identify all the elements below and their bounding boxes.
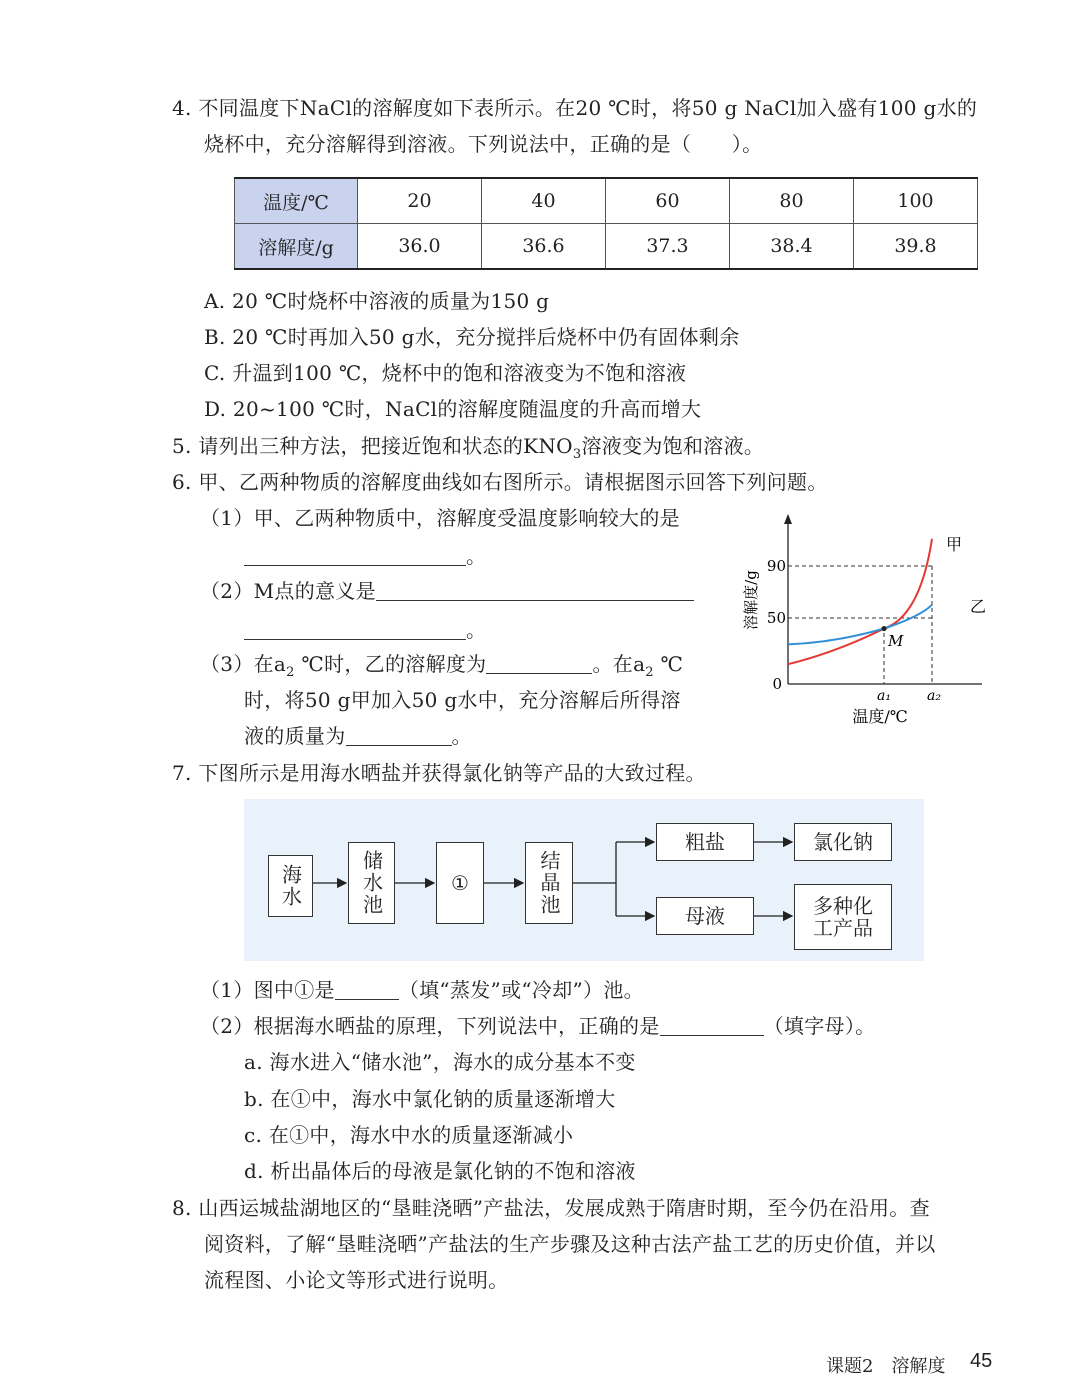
table-cell: 80 <box>730 178 854 224</box>
answer-blank[interactable] <box>660 1017 764 1036</box>
flow-box-seawater: 海水 <box>268 855 313 917</box>
q6-part1-answer: 。 <box>244 544 486 568</box>
q6-stem: 6. 甲、乙两种物质的溶解度曲线如右图所示。请根据图示回答下列问题。 <box>172 470 828 494</box>
q4-stem-line1: 4. 不同温度下NaCl的溶解度如下表所示。在20 ℃时，将50 g NaCl加入盛有100 g水的 <box>172 96 978 120</box>
q6-part3-line3: 液的质量为 。 <box>244 724 472 748</box>
point-m-label: M <box>888 632 904 650</box>
table-cell: 40 <box>482 178 606 224</box>
flow-box-step1: ① <box>436 842 484 924</box>
table-header-temperature: 温度/℃ <box>235 178 358 224</box>
x-axis-label: 温度/℃ <box>852 707 908 726</box>
q7-option-c: c. 在①中，海水中水的质量逐渐减小 <box>244 1123 574 1147</box>
footer-section-title: 课题2 溶解度 <box>826 1356 946 1377</box>
q7-option-a: a. 海水进入“储水池”，海水的成分基本不变 <box>244 1050 636 1074</box>
table-cell: 60 <box>606 178 730 224</box>
answer-blank[interactable] <box>486 655 592 674</box>
q4-option-b: B. 20 ℃时再加入50 g水，充分搅拌后烧杯中仍有固体剩余 <box>204 325 740 349</box>
q6-part2: （2）M点的意义是 <box>200 579 694 603</box>
y-tick-50: 50 <box>766 609 786 627</box>
series-yi-label: 乙 <box>970 597 987 616</box>
table-cell: 20 <box>358 178 482 224</box>
flow-box-crystal: 结晶池 <box>525 842 573 924</box>
q7-stem: 7. 下图所示是用海水晒盐并获得氯化钠等产品的大致过程。 <box>172 761 706 785</box>
flow-box-nacl: 氯化钠 <box>794 823 892 861</box>
table-cell: 36.6 <box>482 224 606 270</box>
q4-option-c: C. 升温到100 ℃，烧杯中的饱和溶液变为不饱和溶液 <box>204 361 687 385</box>
series-jia-label: 甲 <box>946 535 963 554</box>
y-axis-arrow <box>784 514 792 524</box>
q4-option-d: D. 20~100 ℃时，NaCl的溶解度随温度的升高而增大 <box>204 397 702 421</box>
q6-part1: （1）甲、乙两种物质中，溶解度受温度影响较大的是 <box>200 506 680 530</box>
q7-part1: （1）图中①是 （填“蒸发”或“冷却”）池。 <box>200 978 644 1002</box>
series-jia-line <box>788 539 932 664</box>
q6-part2-answer: 。 <box>244 618 486 642</box>
answer-blank[interactable] <box>346 727 452 746</box>
q4-option-a: A. 20 ℃时烧杯中溶液的质量为150 g <box>204 289 550 313</box>
solubility-table <box>234 177 978 270</box>
q8-line3: 流程图、小论文等形式进行说明。 <box>204 1268 509 1292</box>
x-tick-a2: a₂ <box>927 688 941 704</box>
answer-blank[interactable] <box>244 547 466 566</box>
salt-process-flowchart <box>244 799 924 961</box>
table-header-solubility: 溶解度/g <box>235 224 358 270</box>
flow-box-chemicals: 多种化工产品 <box>794 884 892 950</box>
flow-box-mother-liquor: 母液 <box>656 897 754 935</box>
table-cell: 100 <box>854 178 978 224</box>
flow-box-crude-salt: 粗盐 <box>656 823 754 861</box>
x-tick-a1: a₁ <box>877 688 891 704</box>
q8-line2: 阅资料，了解“垦畦浇晒”产盐法的生产步骤及这种古法产盐工艺的历史价值，并以 <box>204 1232 936 1256</box>
q5-stem: 5. 请列出三种方法，把接近饱和状态的$KNO_3$溶液变为饱和溶液。 <box>172 434 765 462</box>
table-row-temperature <box>235 178 978 224</box>
table-row-solubility <box>235 224 978 270</box>
y-axis-label: 溶解度/g <box>742 570 760 630</box>
y-tick-90: 90 <box>766 557 786 575</box>
q7-part2: （2）根据海水晒盐的原理，下列说法中，正确的是 （填字母）。 <box>200 1014 876 1038</box>
series-yi-line <box>788 605 932 645</box>
page-number: 45 <box>970 1350 993 1372</box>
answer-blank[interactable] <box>376 582 694 601</box>
table-cell: 36.0 <box>358 224 482 270</box>
q6-part3-line2: 时，将50 g甲加入50 g水中，充分溶解后所得溶 <box>244 688 681 712</box>
answer-blank[interactable] <box>335 981 399 1000</box>
solubility-chart <box>730 508 1000 734</box>
point-m <box>881 626 886 631</box>
q6-part3: （3）在$a_2$ ℃时，乙的溶解度为 。在$a_2$ ℃ <box>200 652 684 680</box>
flow-box-storage: 储水池 <box>348 842 395 924</box>
table-cell: 38.4 <box>730 224 854 270</box>
q7-option-d: d. 析出晶体后的母液是氯化钠的不饱和溶液 <box>244 1159 636 1183</box>
table-cell: 39.8 <box>854 224 978 270</box>
answer-blank[interactable] <box>244 621 466 640</box>
table-cell: 37.3 <box>606 224 730 270</box>
y-tick-0: 0 <box>772 675 782 693</box>
q8-line1: 8. 山西运城盐湖地区的“垦畦浇晒”产盐法，发展成熟于隋唐时期，至今仍在沿用。查 <box>172 1196 930 1220</box>
q4-stem-line2: 烧杯中，充分溶解得到溶液。下列说法中，正确的是（ ）。 <box>204 132 763 156</box>
q7-option-b: b. 在①中，海水中氯化钠的质量逐渐增大 <box>244 1087 616 1111</box>
